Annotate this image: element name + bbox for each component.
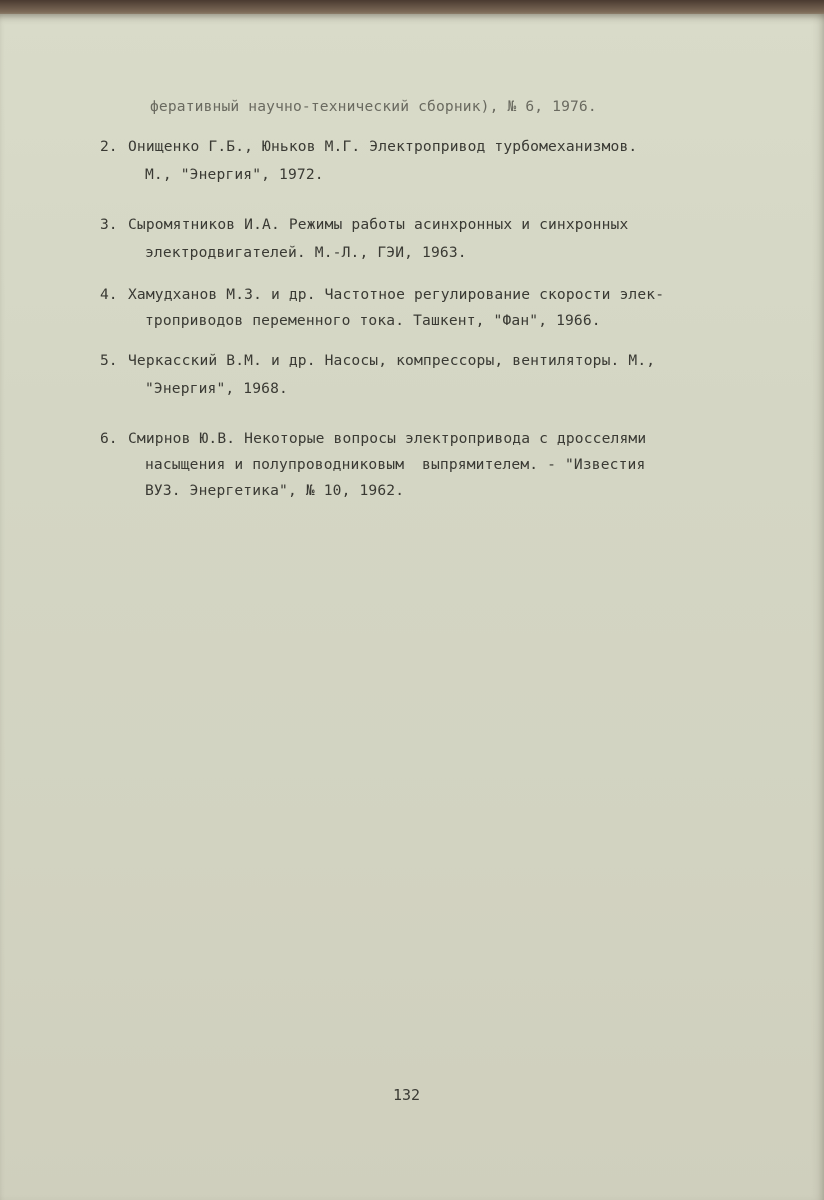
reference-3-line-2: электродвигателей. М.-Л., ГЭИ, 1963. bbox=[145, 244, 467, 261]
reference-4-number: 4. bbox=[100, 286, 118, 303]
reference-6-number: 6. bbox=[100, 430, 118, 447]
reference-1-continuation: феративный научно-технический сборник), № 6, 1976. bbox=[150, 98, 597, 115]
reference-6-line-3: ВУЗ. Энергетика", № 10, 1962. bbox=[145, 482, 405, 499]
reference-5-line-2: "Энергия", 1968. bbox=[145, 380, 288, 397]
reference-5-line-1: Черкасский В.М. и др. Насосы, компрессоры, вентиляторы. М., bbox=[128, 352, 656, 369]
page-number: 132 bbox=[393, 1086, 421, 1104]
reference-3-number: 3. bbox=[100, 216, 118, 233]
reference-2-line-2: М., "Энергия", 1972. bbox=[145, 166, 324, 183]
reference-6-line-2: насыщения и полупроводниковым выпрямителем. - "Известия bbox=[145, 456, 646, 473]
reference-6-line-1: Смирнов Ю.В. Некоторые вопросы электропривода с дросселями bbox=[128, 430, 647, 447]
reference-2-number: 2. bbox=[100, 138, 118, 155]
reference-4-line-1: Хамудханов М.З. и др. Частотное регулирование скорости элек- bbox=[128, 286, 665, 303]
reference-4-line-2: троприводов переменного тока. Ташкент, "Фан", 1966. bbox=[145, 312, 601, 329]
reference-3-line-1: Сыромятников И.А. Режимы работы асинхронных и синхронных bbox=[128, 216, 629, 233]
reference-5-number: 5. bbox=[100, 352, 118, 369]
document-page bbox=[0, 14, 824, 1200]
reference-2-line-1: Онищенко Г.Б., Юньков М.Г. Электропривод турбомеханизмов. bbox=[128, 138, 638, 155]
